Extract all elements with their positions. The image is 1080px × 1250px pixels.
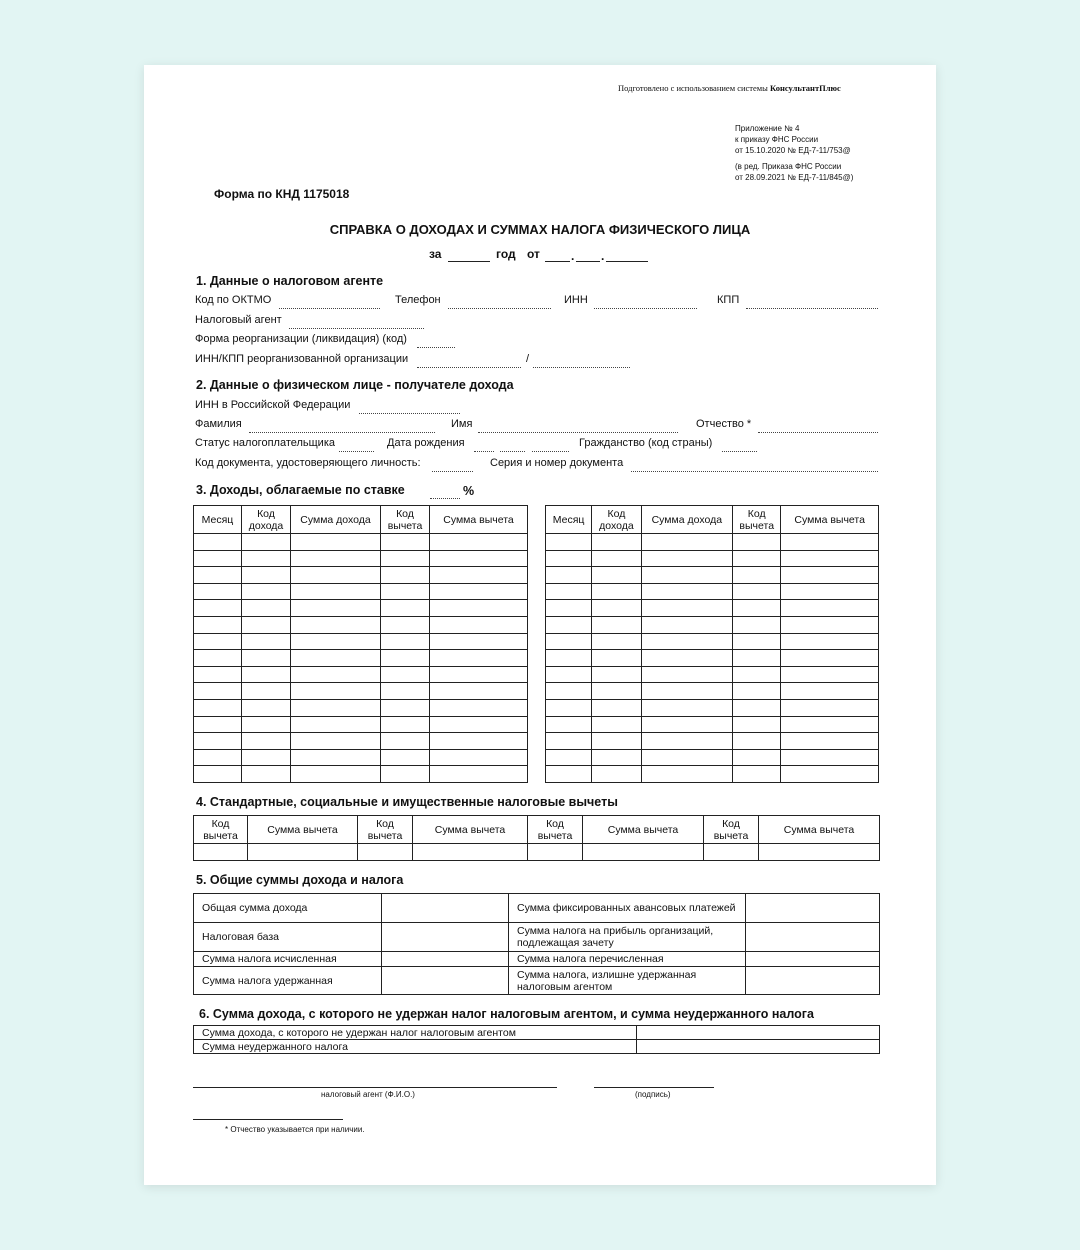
document-sheet	[144, 65, 936, 1185]
table-cell[interactable]	[546, 600, 592, 617]
signature-caption: (подпись)	[635, 1090, 671, 1099]
table-cell[interactable]	[641, 534, 733, 551]
table-cell[interactable]	[781, 666, 879, 683]
table-cell[interactable]	[781, 733, 879, 750]
status-field[interactable]	[339, 451, 374, 452]
table-cell[interactable]	[546, 567, 592, 584]
table-cell[interactable]	[781, 534, 879, 551]
table-cell[interactable]	[733, 666, 781, 683]
table-cell[interactable]	[733, 683, 781, 700]
birth-label: Дата рождения	[387, 437, 465, 449]
table-cell[interactable]	[641, 616, 733, 633]
percent-sign: %	[463, 484, 475, 498]
table-cell[interactable]	[430, 600, 528, 617]
deduction-code-header: Код вычета	[704, 816, 759, 844]
table-cell[interactable]	[242, 766, 291, 783]
table-cell[interactable]	[641, 666, 733, 683]
birth-year-field[interactable]	[532, 451, 569, 452]
table-cell[interactable]	[546, 616, 592, 633]
table-row	[546, 666, 879, 683]
table-cell[interactable]	[641, 583, 733, 600]
kpp-label: КПП	[717, 294, 740, 306]
tax-transferred-label: Сумма налога перечисленная	[509, 952, 746, 967]
doc-series-field[interactable]	[631, 471, 878, 472]
table-cell[interactable]	[194, 766, 242, 783]
deduction-sum-header: Сумма вычета	[413, 816, 528, 844]
table-row	[194, 699, 528, 716]
table-cell[interactable]	[733, 749, 781, 766]
oktmo-field[interactable]	[279, 308, 380, 309]
table-cell[interactable]	[194, 650, 242, 667]
table-cell[interactable]	[781, 650, 879, 667]
table-row	[546, 550, 879, 567]
phone-field[interactable]	[448, 308, 551, 309]
table-cell[interactable]	[592, 616, 641, 633]
inn-rf-field[interactable]	[359, 413, 460, 414]
table-cell[interactable]	[592, 749, 641, 766]
signature-line[interactable]	[594, 1087, 714, 1088]
table-cell[interactable]	[592, 699, 641, 716]
table-cell[interactable]	[733, 633, 781, 650]
phone-label: Телефон	[395, 294, 441, 306]
unwithheld-income-value[interactable]	[637, 1026, 880, 1040]
table-cell[interactable]	[381, 600, 430, 617]
table-row	[194, 666, 528, 683]
table-cell[interactable]	[704, 844, 759, 861]
period-za: за	[429, 247, 442, 261]
header-income-sum: Сумма дохода	[641, 506, 733, 534]
table-cell[interactable]	[781, 567, 879, 584]
table-row	[546, 534, 879, 551]
header-deduction-code: Код вычета	[381, 506, 430, 534]
table-cell[interactable]	[546, 550, 592, 567]
reorg-slash: /	[526, 353, 530, 365]
header-deduction-code: Код вычета	[733, 506, 781, 534]
table-row	[194, 616, 528, 633]
table-cell[interactable]	[291, 650, 381, 667]
unwithheld-tax-label: Сумма неудержанного налога	[194, 1040, 637, 1054]
table-cell[interactable]	[781, 583, 879, 600]
table-cell[interactable]	[291, 550, 381, 567]
table-cell[interactable]	[592, 650, 641, 667]
table-cell[interactable]	[781, 749, 879, 766]
section6-heading: 6. Сумма дохода, с которого не удержан налог налоговым агентом, и сумма неудержанного налога	[199, 1007, 814, 1021]
header-deduction-sum: Сумма вычета	[781, 506, 879, 534]
table-cell[interactable]	[291, 600, 381, 617]
table-cell[interactable]	[194, 616, 242, 633]
table-row	[194, 716, 528, 733]
table-cell[interactable]	[381, 633, 430, 650]
table-cell[interactable]	[733, 600, 781, 617]
table-cell[interactable]	[242, 733, 291, 750]
section2-heading: 2. Данные о физическом лице - получателе дохода	[196, 378, 514, 392]
table-cell[interactable]	[430, 683, 528, 700]
footnote-divider	[193, 1119, 343, 1120]
table-cell[interactable]	[546, 534, 592, 551]
table-cell[interactable]	[430, 550, 528, 567]
reorg-inn-field[interactable]	[417, 367, 521, 368]
table-row	[194, 600, 528, 617]
tax-overwithheld-label: Сумма налога, излишне удержанная налоговым агентом	[509, 967, 746, 995]
table-cell[interactable]	[592, 583, 641, 600]
table-cell[interactable]	[430, 716, 528, 733]
table-cell[interactable]	[242, 600, 291, 617]
table-row	[194, 683, 528, 700]
table-cell[interactable]	[733, 534, 781, 551]
table-cell[interactable]	[781, 600, 879, 617]
table-cell[interactable]	[546, 650, 592, 667]
deduction-code-header: Код вычета	[194, 816, 248, 844]
table-cell[interactable]	[291, 766, 381, 783]
table-cell[interactable]	[381, 550, 430, 567]
table-cell[interactable]	[358, 844, 413, 861]
agent-field[interactable]	[289, 328, 424, 329]
inn-label: ИНН	[564, 294, 588, 306]
deduction-code-header: Код вычета	[528, 816, 583, 844]
reorg-form-field[interactable]	[417, 347, 455, 348]
section4-heading: 4. Стандартные, социальные и имущественные налоговые вычеты	[196, 795, 618, 809]
table-cell[interactable]	[781, 550, 879, 567]
table-cell[interactable]	[733, 616, 781, 633]
profit-tax-label: Сумма налога на прибыль организаций, подлежащая зачету	[509, 923, 746, 952]
table-cell[interactable]	[194, 683, 242, 700]
table-cell[interactable]	[242, 683, 291, 700]
table-cell[interactable]	[194, 716, 242, 733]
form-code: Форма по КНД 1175018	[214, 187, 350, 201]
table-cell[interactable]	[291, 716, 381, 733]
table-cell[interactable]	[781, 699, 879, 716]
table-cell[interactable]	[733, 766, 781, 783]
name-field[interactable]	[478, 432, 678, 433]
annex-block: Приложение № 4 к приказу ФНС России от 15.10.2020 № ЕД-7-11/753@ (в ред. Приказа ФНС России от 28.09.2021 № ЕД-7-11/845@)	[735, 124, 854, 182]
unwithheld-income-label: Сумма дохода, с которого не удержан налог налоговым агентом	[194, 1026, 637, 1040]
table-cell[interactable]	[413, 844, 528, 861]
table-row	[194, 550, 528, 567]
table-row	[546, 749, 879, 766]
table-cell[interactable]	[430, 749, 528, 766]
table-cell[interactable]	[242, 749, 291, 766]
table-cell[interactable]	[291, 534, 381, 551]
table-row	[546, 650, 879, 667]
unwithheld-table	[193, 1025, 880, 1054]
total-income-label: Общая сумма дохода	[194, 894, 382, 923]
table-row	[194, 583, 528, 600]
table-cell[interactable]	[291, 733, 381, 750]
table-cell[interactable]	[781, 633, 879, 650]
table-cell[interactable]	[242, 716, 291, 733]
table-cell[interactable]	[291, 633, 381, 650]
reorg-inn-label: ИНН/КПП реорганизованной организации	[195, 353, 409, 365]
table-cell[interactable]	[592, 766, 641, 783]
deduction-code-header: Код вычета	[358, 816, 413, 844]
table-row	[546, 699, 879, 716]
fixed-advance-label: Сумма фиксированных авансовых платежей	[509, 894, 746, 923]
table-row	[546, 583, 879, 600]
table-cell[interactable]	[592, 733, 641, 750]
table-cell[interactable]	[242, 666, 291, 683]
deductions-table	[193, 815, 880, 861]
table-cell[interactable]	[592, 633, 641, 650]
period-ot: от	[527, 247, 540, 261]
table-cell[interactable]	[291, 699, 381, 716]
table-cell[interactable]	[733, 699, 781, 716]
table-cell[interactable]	[546, 633, 592, 650]
birth-day-field[interactable]	[474, 451, 494, 452]
kpp-field[interactable]	[746, 308, 878, 309]
table-cell[interactable]	[733, 550, 781, 567]
table-cell[interactable]	[641, 550, 733, 567]
table-cell[interactable]	[194, 749, 242, 766]
table-cell[interactable]	[194, 600, 242, 617]
table-cell[interactable]	[733, 650, 781, 667]
table-row	[546, 683, 879, 700]
table-cell[interactable]	[194, 534, 242, 551]
totals-table	[193, 893, 880, 995]
table-cell[interactable]	[381, 749, 430, 766]
table-cell[interactable]	[430, 534, 528, 551]
table-row	[546, 733, 879, 750]
table-cell[interactable]	[592, 683, 641, 700]
table-cell[interactable]	[641, 716, 733, 733]
table-cell[interactable]	[546, 683, 592, 700]
table-cell[interactable]	[194, 699, 242, 716]
table-cell[interactable]	[381, 666, 430, 683]
patronymic-field[interactable]	[758, 432, 878, 433]
table-cell[interactable]	[242, 550, 291, 567]
table-cell[interactable]	[641, 699, 733, 716]
doc-code-label: Код документа, удостоверяющего личность:	[195, 457, 421, 469]
section5-heading: 5. Общие суммы дохода и налога	[196, 873, 404, 887]
table-cell[interactable]	[430, 633, 528, 650]
table-cell[interactable]	[194, 633, 242, 650]
table-cell[interactable]	[546, 733, 592, 750]
table-cell[interactable]	[194, 733, 242, 750]
surname-field[interactable]	[249, 432, 435, 433]
footnote: * Отчество указывается при наличии.	[225, 1125, 365, 1134]
agent-label: Налоговый агент	[195, 314, 282, 326]
tax-base-label: Налоговая база	[194, 923, 382, 952]
table-row	[194, 534, 528, 551]
table-cell[interactable]	[781, 616, 879, 633]
table-cell[interactable]	[242, 650, 291, 667]
reorg-kpp-field[interactable]	[533, 367, 630, 368]
table-cell[interactable]	[381, 650, 430, 667]
table-row	[546, 567, 879, 584]
period-god: год	[496, 247, 516, 261]
agent-name-line[interactable]	[193, 1087, 557, 1088]
fixed-advance-value[interactable]	[746, 894, 880, 923]
profit-tax-value[interactable]	[746, 923, 880, 952]
table-cell[interactable]	[781, 683, 879, 700]
table-cell[interactable]	[641, 733, 733, 750]
table-cell[interactable]	[592, 567, 641, 584]
table-cell[interactable]	[381, 567, 430, 584]
table-row	[546, 616, 879, 633]
oktmo-label: Код по ОКТМО	[195, 294, 272, 306]
table-row	[546, 633, 879, 650]
table-row	[546, 600, 879, 617]
table-cell[interactable]	[759, 844, 880, 861]
table-cell[interactable]	[641, 650, 733, 667]
table-cell[interactable]	[381, 683, 430, 700]
table-cell[interactable]	[381, 699, 430, 716]
inn-rf-label: ИНН в Российской Федерации	[195, 399, 351, 411]
table-row	[194, 650, 528, 667]
table-cell[interactable]	[641, 683, 733, 700]
table-cell[interactable]	[546, 699, 592, 716]
table-cell[interactable]	[592, 600, 641, 617]
table-cell[interactable]	[194, 567, 242, 584]
table-cell[interactable]	[242, 633, 291, 650]
table-cell[interactable]	[641, 633, 733, 650]
tax-calculated-value[interactable]	[382, 952, 509, 967]
table-cell[interactable]	[381, 534, 430, 551]
date-dot: .	[571, 249, 575, 263]
table-cell[interactable]	[381, 733, 430, 750]
table-cell[interactable]	[430, 650, 528, 667]
table-cell[interactable]	[733, 716, 781, 733]
citizenship-field[interactable]	[722, 451, 757, 452]
section3-heading: 3. Доходы, облагаемые по ставке	[196, 483, 405, 497]
table-cell[interactable]	[641, 749, 733, 766]
document-title: СПРАВКА О ДОХОДАХ И СУММАХ НАЛОГА ФИЗИЧЕСКОГО ЛИЦА	[329, 222, 751, 237]
table-cell[interactable]	[733, 733, 781, 750]
date-month-field[interactable]	[576, 261, 600, 262]
table-cell[interactable]	[291, 567, 381, 584]
rate-field[interactable]	[430, 498, 460, 499]
tax-overwithheld-value[interactable]	[746, 967, 880, 995]
tax-withheld-value[interactable]	[382, 967, 509, 995]
birth-month-field[interactable]	[500, 451, 525, 452]
table-cell[interactable]	[381, 716, 430, 733]
table-cell[interactable]	[194, 666, 242, 683]
table-cell[interactable]	[242, 567, 291, 584]
tax-withheld-label: Сумма налога удержанная	[194, 967, 382, 995]
name-label: Имя	[451, 418, 473, 430]
table-cell[interactable]	[592, 534, 641, 551]
table-cell[interactable]	[583, 844, 704, 861]
table-cell[interactable]	[381, 616, 430, 633]
table-cell[interactable]	[592, 716, 641, 733]
table-cell[interactable]	[291, 583, 381, 600]
tax-base-value[interactable]	[382, 923, 509, 952]
table-row	[546, 766, 879, 783]
table-row	[194, 633, 528, 650]
table-cell[interactable]	[242, 616, 291, 633]
table-cell[interactable]	[291, 749, 381, 766]
agent-name-caption: налоговый агент (Ф.И.О.)	[321, 1090, 415, 1099]
table-row	[194, 733, 528, 750]
deduction-sum-header: Сумма вычета	[248, 816, 358, 844]
table-cell[interactable]	[592, 666, 641, 683]
header-income-code: Код дохода	[242, 506, 291, 534]
table-cell[interactable]	[430, 733, 528, 750]
table-cell[interactable]	[430, 666, 528, 683]
table-cell[interactable]	[430, 583, 528, 600]
income-table-right	[545, 505, 879, 783]
table-cell[interactable]	[194, 844, 248, 861]
table-row	[546, 716, 879, 733]
table-cell[interactable]	[430, 567, 528, 584]
table-cell[interactable]	[546, 583, 592, 600]
table-cell[interactable]	[733, 583, 781, 600]
table-cell[interactable]	[781, 766, 879, 783]
table-cell[interactable]	[546, 766, 592, 783]
deduction-sum-header: Сумма вычета	[583, 816, 704, 844]
table-cell[interactable]	[381, 583, 430, 600]
year-field[interactable]	[448, 261, 490, 262]
patronymic-label: Отчество *	[696, 418, 752, 430]
income-table-left	[193, 505, 528, 783]
status-label: Статус налогоплательщика	[195, 437, 336, 449]
total-income-value[interactable]	[382, 894, 509, 923]
table-cell[interactable]	[641, 567, 733, 584]
header-income-sum: Сумма дохода	[291, 506, 381, 534]
consultant-note: Подготовлено с использованием системы КонсультантПлюс	[618, 83, 841, 93]
header-month: Месяц	[194, 506, 242, 534]
reorg-form-label: Форма реорганизации (ликвидация) (код)	[195, 333, 407, 345]
date-dot: .	[601, 249, 605, 263]
table-cell[interactable]	[242, 583, 291, 600]
doc-series-label: Серия и номер документа	[490, 457, 624, 469]
doc-code-field[interactable]	[432, 471, 473, 472]
table-row	[194, 567, 528, 584]
table-cell[interactable]	[291, 616, 381, 633]
table-cell[interactable]	[194, 583, 242, 600]
table-row	[194, 749, 528, 766]
table-cell[interactable]	[641, 600, 733, 617]
citizenship-label: Гражданство (код страны)	[579, 437, 713, 449]
table-row	[194, 766, 528, 783]
inn-field[interactable]	[594, 308, 697, 309]
table-cell[interactable]	[430, 766, 528, 783]
header-month: Месяц	[546, 506, 592, 534]
table-cell[interactable]	[194, 550, 242, 567]
date-year-field[interactable]	[606, 261, 648, 262]
table-cell[interactable]	[592, 550, 641, 567]
table-cell[interactable]	[291, 666, 381, 683]
header-income-code: Код дохода	[592, 506, 641, 534]
tax-calculated-label: Сумма налога исчисленная	[194, 952, 382, 967]
table-cell[interactable]	[641, 766, 733, 783]
table-cell[interactable]	[546, 749, 592, 766]
unwithheld-tax-value[interactable]	[637, 1040, 880, 1054]
table-cell[interactable]	[528, 844, 583, 861]
deduction-sum-header: Сумма вычета	[759, 816, 880, 844]
table-cell[interactable]	[430, 616, 528, 633]
table-cell[interactable]	[546, 666, 592, 683]
header-deduction-sum: Сумма вычета	[430, 506, 528, 534]
tax-transferred-value[interactable]	[746, 952, 880, 967]
surname-label: Фамилия	[195, 418, 242, 430]
table-cell[interactable]	[546, 716, 592, 733]
table-cell[interactable]	[242, 534, 291, 551]
date-day-field[interactable]	[545, 261, 570, 262]
table-cell[interactable]	[242, 699, 291, 716]
table-cell[interactable]	[733, 567, 781, 584]
table-cell[interactable]	[430, 699, 528, 716]
table-cell[interactable]	[291, 683, 381, 700]
section1-heading: 1. Данные о налоговом агенте	[196, 274, 384, 288]
table-cell[interactable]	[248, 844, 358, 861]
table-cell[interactable]	[381, 766, 430, 783]
table-cell[interactable]	[781, 716, 879, 733]
